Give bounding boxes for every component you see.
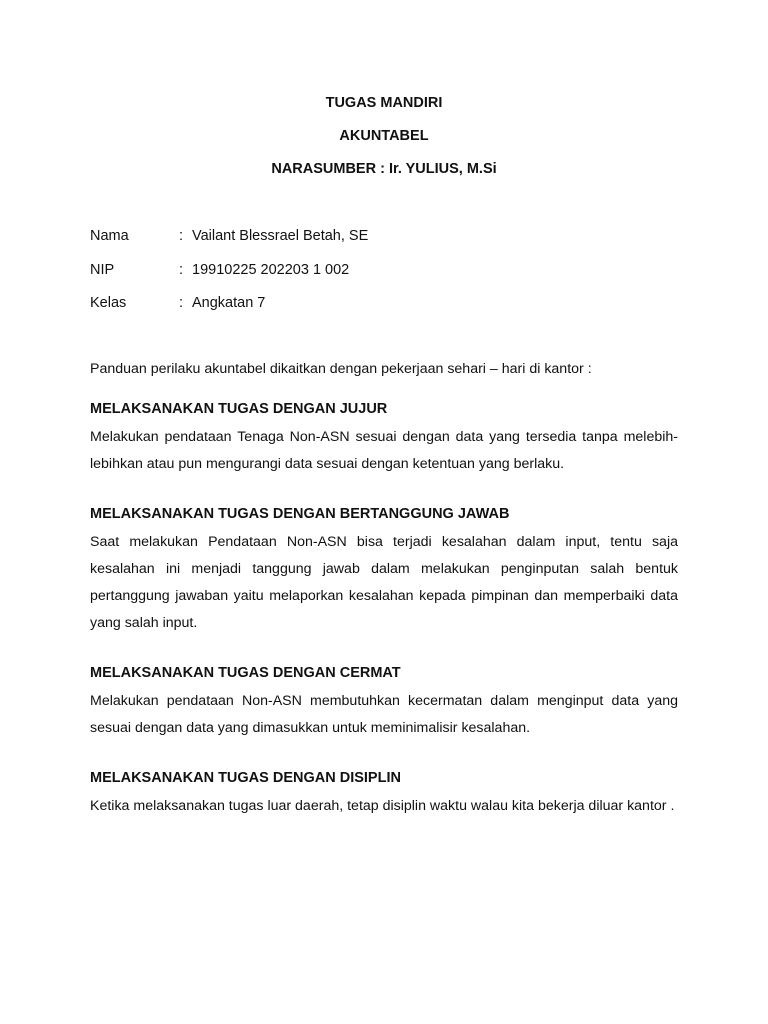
info-value: Vailant Blessrael Betah, SE: [192, 228, 369, 244]
document-title: TUGAS MANDIRI: [325, 95, 443, 111]
section-disiplin: [90, 768, 678, 820]
info-row-nip: [90, 260, 678, 294]
section-body: Ketika melaksanakan tugas luar daerah, tetap disiplin waktu walau kita bekerja diluar kantor .: [90, 798, 675, 814]
info-colon: :: [179, 295, 184, 311]
info-value: Angkatan 7: [192, 295, 266, 311]
section-cermat: [90, 663, 678, 742]
section-jujur: [90, 399, 678, 478]
info-label: Nama: [90, 228, 129, 244]
info-label: Kelas: [90, 295, 127, 311]
section-heading: MELAKSANAKAN TUGAS DENGAN BERTANGGUNG JAWAB: [90, 506, 510, 522]
intro-paragraph: Panduan perilaku akuntabel dikaitkan dengan pekerjaan sehari – hari di kantor :: [90, 361, 592, 377]
sections-list: [90, 399, 678, 820]
section-heading: MELAKSANAKAN TUGAS DENGAN DISIPLIN: [90, 770, 401, 786]
info-label: NIP: [90, 261, 115, 278]
info-value: 19910225 202203 1 002: [192, 261, 350, 278]
section-body: Melakukan pendataan Non-ASN membutuhkan kecermatan dalam menginput data yang sesuai dengan data yang dimasukkan untuk meminimalisir kesalahan.: [90, 693, 678, 736]
section-heading: MELAKSANAKAN TUGAS DENGAN CERMAT: [90, 665, 401, 681]
section-bertanggung-jawab: [90, 504, 678, 637]
document-title-block: [0, 93, 768, 192]
section-body: Saat melakukan Pendataan Non-ASN bisa terjadi kesalahan dalam input, tentu saja kesalahan ini menjadi tanggung jawab dalam melakukan penginputan salah bentuk pertanggung jawaban yaitu melaporkan kesalahan kepada pimpinan dan memperbaiki data yang salah input.: [90, 534, 678, 631]
section-heading: MELAKSANAKAN TUGAS DENGAN JUJUR: [90, 401, 388, 417]
info-row-kelas: [90, 293, 678, 327]
info-colon: :: [179, 261, 184, 278]
info-colon: :: [179, 228, 184, 244]
identity-info: [90, 226, 678, 327]
document-speaker: NARASUMBER : Ir. YULIUS, M.Si: [271, 161, 497, 177]
document-subject: AKUNTABEL: [339, 128, 429, 144]
info-row-nama: [90, 226, 678, 260]
section-body: Melakukan pendataan Tenaga Non-ASN sesuai dengan data yang tersedia tanpa melebih-lebihkan atau pun mengurangi data sesuai dengan ketentuan yang berlaku.: [90, 429, 678, 472]
